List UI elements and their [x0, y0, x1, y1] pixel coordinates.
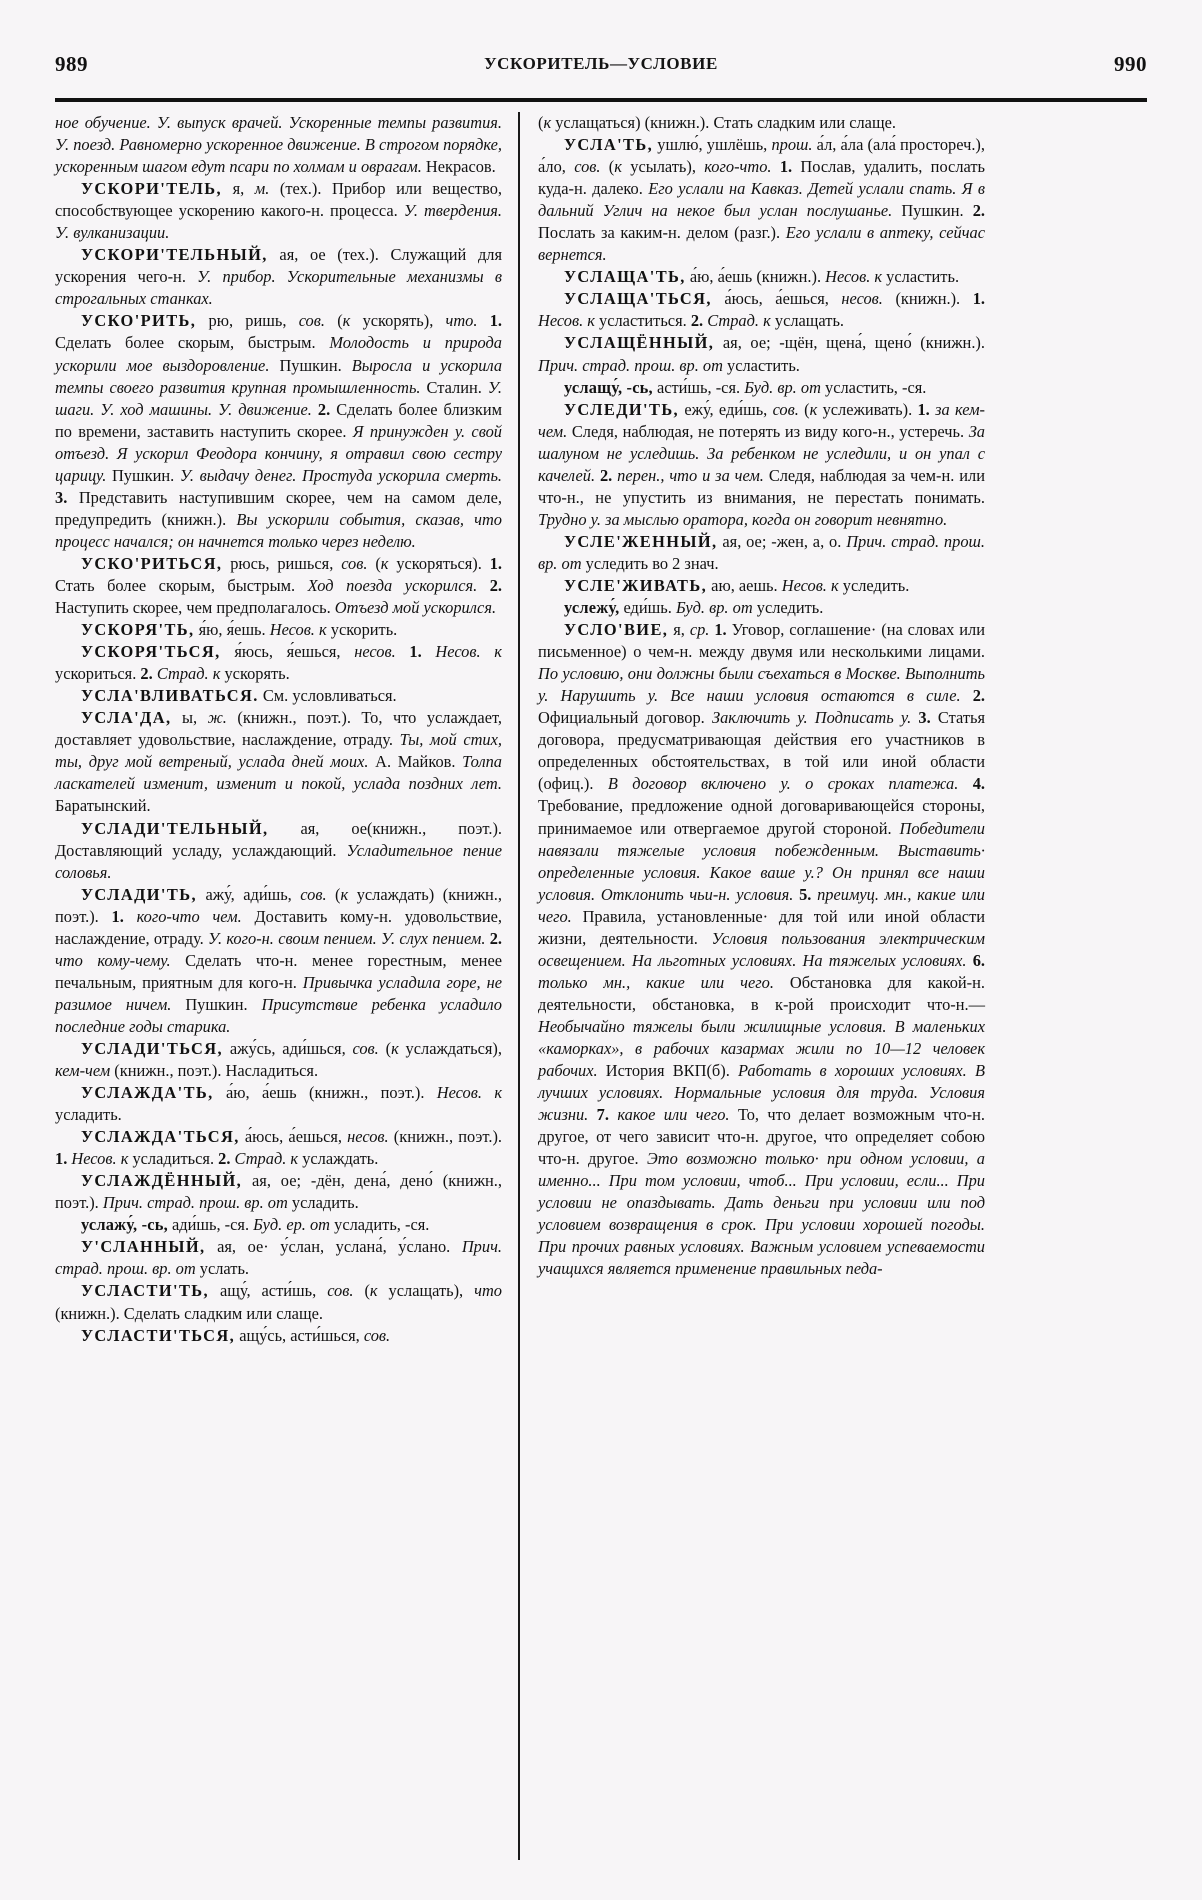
entry-italic-text: Несов. — [436, 1083, 482, 1103]
entry-text: ая, ое (тех.). Служащий для ускорения чего-н. — [55, 245, 502, 287]
entry-text: ая, ое; -дён, дена́, дено́ (книжн., поэт.). — [55, 1171, 502, 1213]
entry-italic-text: Трудно у. за мыслью оратора, когда он говорит невнятно. — [538, 509, 948, 529]
header-rule — [55, 98, 1147, 102]
dictionary-entry — [538, 266, 985, 288]
entry-italic-text: Ход поезда ускорился. — [307, 575, 478, 595]
headword-inflection: услащу́, -сь, — [564, 377, 653, 397]
entry-text: Послав, удалить, послать куда-н. далеко. — [538, 157, 985, 199]
sense-number: 1. — [55, 1149, 68, 1169]
dictionary-entry — [55, 244, 502, 310]
entry-italic-text: Буд. ер. от — [253, 1215, 331, 1235]
entry-italic-text: Несов. к — [435, 642, 502, 662]
entry-text: усластить. — [882, 267, 960, 287]
dictionary-entry — [55, 553, 502, 619]
entry-italic-text: Вы ускорили события, сказав, что процесс начался; он начнется только через неделю. — [55, 509, 502, 551]
entry-text: услеживать). — [817, 399, 918, 419]
entry-italic-text: сов. — [327, 1281, 354, 1301]
entry-italic-text: что кому-чему. — [55, 950, 171, 970]
dictionary-entry — [55, 310, 502, 553]
sense-number: 3. — [911, 708, 931, 728]
dictionary-entry — [55, 884, 502, 1038]
dictionary-entry — [538, 619, 985, 1280]
entry-italic-text: кем-чем — [55, 1061, 111, 1081]
sense-number: 2. — [140, 664, 153, 684]
dictionary-entry — [55, 1214, 502, 1236]
entry-italic-text: Усладительное пение соловья. — [55, 840, 502, 882]
entry-text: асти́шь, -ся. — [652, 377, 745, 397]
headword: УСЛАЩА'ТЬ, — [564, 267, 686, 287]
dictionary-entry — [55, 619, 502, 641]
entry-text: Пушкин. — [106, 465, 180, 485]
entry-text: я, — [668, 620, 690, 640]
headword: УСЛЕ'ЖИВАТЬ, — [564, 575, 708, 595]
entry-italic-text: Несов. — [71, 1149, 117, 1169]
entry-italic-text: У. выдачу денег. Простуда ускорила смерть. — [179, 465, 503, 485]
sense-number: 1. — [714, 620, 727, 640]
entry-text: услать. — [195, 1259, 250, 1279]
entry-italic-text: Буд. вр. от — [744, 377, 821, 397]
entry-italic-text: Толпа ласкателей изменит, изменит и покой, услада поздних лет. — [55, 752, 502, 794]
headword: УСКОРЯ'ТЬ, — [81, 620, 195, 640]
dictionary-entry — [538, 399, 985, 531]
entry-text: услаждать) (книжн., поэт.). — [55, 884, 502, 926]
entry-italic-text: к — [319, 620, 327, 640]
entry-italic-text: какое или чего. — [617, 1105, 730, 1125]
entry-italic-text: Условия пользования электрическим освещением. На льготных условиях. На тяжелых условиях. — [538, 928, 985, 970]
entry-text: ускорить. — [326, 620, 398, 640]
entry-text: усладить. — [287, 1193, 359, 1213]
entry-text: Доставить кому-н. удовольствие, наслаждение, отраду. — [55, 906, 502, 948]
entry-text: (книжн., поэт.). — [388, 1127, 502, 1147]
running-head — [55, 52, 1147, 86]
entry-italic-text: прош. — [771, 135, 813, 155]
sense-number: 5. — [793, 884, 812, 904]
entry-italic-text: Заключить у. Подписать у. — [711, 708, 912, 728]
headword: УСЛАДИ'ТЬСЯ, — [81, 1038, 224, 1058]
entry-italic-text: к — [543, 113, 552, 132]
entry-italic-text: ж. — [207, 708, 227, 728]
entry-italic-text: У. прибор. Ускорительные механизмы в строгальных станках. — [55, 267, 502, 309]
entry-italic-text: сов. — [300, 884, 327, 904]
entry-italic-text: к — [369, 1281, 378, 1301]
entry-italic-text: к — [831, 575, 839, 595]
entry-italic-text: Прич. страд. прош. вр. от — [538, 355, 723, 375]
entry-text: ая, ое· у́слан, услана́, у́слано. — [205, 1237, 462, 1257]
entry-text: (тех.). Прибор или вещество, способствующее ускорению какого-н. процесса. — [55, 179, 502, 221]
entry-italic-text: к — [494, 1083, 502, 1103]
entry-text: ажу́сь, ади́шься, — [223, 1038, 353, 1058]
entry-italic-text: несов. — [354, 642, 396, 662]
entry-italic-text: У. твердения. У. вулканизации. — [55, 201, 502, 243]
sense-number: 4. — [958, 774, 985, 794]
headword: УСЛАЖДА'ТЬ, — [81, 1083, 214, 1103]
dictionary-entry — [538, 288, 985, 332]
sense-number: 2. — [595, 465, 613, 485]
entry-italic-text: сов. — [363, 1325, 391, 1345]
entry-text: ( — [367, 553, 381, 573]
entry-text: услащаться) (книжн.). Стать сладким или слаще. — [551, 113, 896, 132]
entry-text: Некрасов. — [421, 157, 496, 177]
dictionary-entry — [538, 112, 985, 134]
entry-text: (книжн.). — [882, 289, 973, 309]
entry-italic-text: перен., что и за чем. — [617, 465, 764, 485]
entry-italic-text: Страд. к — [234, 1149, 299, 1169]
dictionary-entry — [538, 332, 985, 376]
entry-text: Сделать что-н. менее горестным, менее печальным, приятным для кого-н. — [55, 950, 503, 992]
entry-text: ускорять. — [220, 664, 290, 684]
headword: УСЛАДИ'ТЬ, — [81, 884, 197, 904]
entry-text: Сталин. — [420, 377, 488, 397]
headword-inflection: услежу́, — [564, 598, 620, 618]
entry-text: Пушкин. — [171, 994, 262, 1014]
entry-text — [422, 642, 436, 661]
dictionary-entry — [55, 1325, 502, 1347]
entry-text: Официальный договор. — [538, 708, 712, 728]
entry-text: Сделать более скорым, быстрым. — [55, 333, 330, 353]
dictionary-entry — [538, 377, 985, 399]
entry-italic-text: Работать в хороших условиях. В лучших условиях. Нормальные условия для труда. Условия жизни. — [538, 1061, 985, 1125]
left-column — [55, 112, 520, 1860]
sense-number: 2. — [218, 1149, 231, 1169]
headword: УСЛАСТИ'ТЬ, — [81, 1281, 210, 1301]
entry-italic-text: Выросла и ускорила темпы своего развития крупная промышленность. — [55, 355, 503, 397]
sense-number: 6. — [966, 950, 985, 970]
entry-text: ( — [798, 399, 810, 419]
dictionary-entry — [55, 1170, 502, 1214]
dictionary-entry — [55, 178, 502, 244]
entry-italic-text: несов. — [841, 289, 883, 309]
entry-italic-text: Несов. к — [538, 311, 595, 331]
dictionary-entry — [55, 1038, 502, 1082]
headword: УСКОРИ'ТЕЛЬ, — [81, 179, 223, 199]
entry-text: Сделать более близким по времени, заставить наступить скорее. — [55, 399, 503, 441]
entry-italic-text: Его услали на Кавказ. Детей услали спать. Я в дальний Углич на некое был услан послушанье. — [538, 179, 985, 221]
right-column — [520, 112, 985, 1860]
entry-text — [124, 907, 137, 926]
headword-inflection: услажу́, -сь, — [81, 1215, 168, 1235]
entry-text: рюсь, ришься, — [222, 553, 342, 573]
entry-italic-text: сов. — [341, 553, 368, 573]
entry-italic-text: к — [614, 157, 622, 177]
headword: У'СЛАННЫЙ, — [81, 1237, 206, 1257]
sense-number: 1. — [917, 399, 930, 419]
dictionary-entry — [55, 685, 502, 707]
entry-italic-text: ное обучение. У. выпуск врачей. Ускоренные темпы развития. У. поезд. Равномерно ускоренное движение. В строгом порядке, ускоренным шагом едут псари по холмам и оврагам. — [55, 113, 502, 177]
entry-italic-text: к — [120, 1149, 129, 1169]
entry-text — [396, 642, 410, 661]
entry-italic-text: к — [342, 311, 351, 331]
page-number-right: 990 — [1114, 52, 1147, 76]
headword: УСЛАДИ'ТЕЛЬНЫЙ, — [81, 818, 269, 838]
entry-italic-text: кого-что чем. — [136, 906, 242, 926]
entry-text: Представить наступившим скорее, чем на самом деле, предупредить (книжн.). — [55, 487, 502, 529]
entry-text: Стать более скорым, быстрым. — [55, 575, 308, 595]
dictionary-entry — [538, 597, 985, 619]
entry-text: (книжн., поэт.). Насладиться. — [110, 1061, 319, 1081]
entry-text: я́юсь, я́ешься, — [220, 642, 355, 662]
entry-text: ажу́, ади́шь, — [196, 884, 301, 904]
sense-number: 3. — [55, 487, 68, 507]
sense-number: 1. — [972, 289, 985, 309]
entry-italic-text: что — [474, 1281, 502, 1301]
entry-text: См. условливаться. — [258, 686, 397, 706]
entry-italic-text: к — [380, 553, 389, 573]
sense-number: 2. — [311, 399, 331, 419]
sense-number: 2. — [690, 311, 704, 331]
entry-text: (книжн.). Сделать сладким или слаще. — [55, 1303, 323, 1323]
sense-number: 2. — [477, 575, 503, 595]
sense-number: 2. — [960, 686, 985, 706]
headword: УСКО'РИТЬ, — [81, 311, 197, 331]
entry-text: Следя, наблюдая, не потерять из виду кого-н., устеречь. — [567, 421, 969, 441]
entry-text: ежу́, еди́шь, — [679, 399, 773, 419]
entry-text: а́ю, а́ешь (книжн., поэт.). — [213, 1083, 437, 1103]
entry-text: аю, аешь. — [707, 575, 782, 595]
entry-text: а́л, а́ла (ала́ простореч.), а́ло, — [538, 135, 985, 177]
entry-text: ая, ое(книжн., поэт.). Доставляющий усладу, услаждающий. — [55, 818, 502, 860]
entry-italic-text: Это возможно только· при одном условии, а именно... При том условии, чтоб... При условии, если... При условии не опаздывать. Дать деньги при условии или под условием возвращения в срок. При условии хорошей погоды. При прочих равных условиях. Важным условием успеваемости учащихся является применение правильных педа- — [538, 1149, 985, 1279]
entry-italic-text: за кем-чем. — [538, 399, 985, 441]
headword: УСЛАЩЁННЫЙ, — [564, 333, 715, 353]
entry-italic-text: Страд. к — [707, 311, 771, 331]
entry-text: я́ю, я́ешь. — [194, 620, 270, 640]
entry-text: ы, — [171, 708, 208, 728]
entry-text: а́юсь, а́ешься, — [711, 289, 842, 309]
headword: УСЛАЖДЁННЫЙ, — [81, 1171, 243, 1191]
entry-text: Баратынский. — [55, 796, 151, 816]
entry-text: Статья договора, предусматривающая действия его участников в определенных обстоятельствах, в той или иной области (офиц.). — [538, 708, 985, 794]
entry-text: услащать), — [377, 1281, 475, 1301]
dictionary-entry — [55, 1082, 502, 1126]
entry-text: Правила, установленные· для той или иной области жизни, деятельности. — [538, 906, 985, 948]
sense-number: 1. — [111, 906, 124, 926]
entry-italic-text: Прич. страд. прош. вр. от — [55, 1237, 502, 1279]
dictionary-entry — [55, 112, 502, 178]
entry-text: Требование, предложение одной договаривающейся стороны, принимаемое или отвергаемое другой стороной. — [538, 796, 985, 838]
entry-text: Обстановка для какой-н. деятельности, обстановка, в к-рой происходит что-н.— — [538, 972, 985, 1014]
headword: УСЛАЩА'ТЬСЯ, — [564, 289, 712, 309]
entry-text: услащать. — [770, 311, 845, 331]
entry-italic-text: Несов. — [269, 620, 315, 640]
entry-text: А. Майков. — [368, 752, 463, 772]
entry-text: уследить. — [838, 575, 910, 595]
entry-text: Пушкин. — [892, 201, 973, 221]
entry-italic-text: Отъезд мой ускорился. — [334, 598, 497, 618]
entry-text: История ВКП(б). — [597, 1061, 739, 1081]
sense-number: 1. — [489, 553, 503, 573]
entry-italic-text: несов. — [347, 1127, 389, 1147]
entry-italic-text: Страд. к — [156, 664, 221, 684]
entry-text: ( — [326, 884, 341, 904]
headword: УСЛАСТИ'ТЬСЯ, — [81, 1325, 236, 1345]
entry-italic-text: В договор включено у. о сроках платежа. — [607, 774, 959, 794]
entry-text: а́юсь, а́ешься, — [239, 1127, 348, 1147]
entry-text: ( — [378, 1038, 392, 1058]
headword: УСЛЕ'ЖЕННЫЙ, — [564, 531, 718, 551]
entry-text: усластить, -ся. — [820, 377, 927, 397]
entry-text: а́ю, а́ешь (книжн.). — [685, 267, 826, 287]
entry-italic-text: Я принужден у. свой отъезд. Я ускорил Феодора кончину, я отравил свою сестру царицу. — [55, 421, 503, 485]
entry-text: уследить во 2 знач. — [581, 553, 719, 573]
dictionary-entry — [55, 1126, 502, 1170]
entry-italic-text: к — [809, 399, 818, 419]
entry-italic-text: сов. — [574, 157, 601, 177]
dictionary-entry — [55, 1236, 502, 1280]
sense-number: 1. — [771, 157, 793, 177]
entry-text: Следя, наблюдая за чем-н. или что-н., не упустить из внимания, не перестать понимать. — [538, 465, 985, 507]
entry-text: усластиться. — [594, 311, 691, 331]
entry-text: ащу́, асти́шь, — [209, 1281, 328, 1301]
sense-number: 2. — [972, 201, 985, 221]
entry-italic-text: По условию, они должны были съехаться в Москве. Выполнить у. Нарушить у. Все наши условия остаются в силе. — [538, 664, 985, 706]
entry-text: ускориться. — [55, 664, 141, 684]
entry-italic-text: У. шаги. У. ход машины. У. движение. — [55, 377, 503, 419]
entry-text: я, — [222, 179, 255, 199]
headword: УСЛАЖДА'ТЬСЯ, — [81, 1127, 240, 1147]
sense-number: 2. — [485, 928, 503, 948]
entry-text: ащу́сь, асти́шься, — [235, 1325, 364, 1345]
entry-text: ускоряться). — [388, 553, 490, 573]
entry-italic-text: Буд. вр. от — [675, 598, 753, 618]
entry-text: рю, ришь, — [196, 311, 299, 331]
entry-italic-text: сов. — [298, 311, 325, 331]
headword: УСКОРЯ'ТЬСЯ, — [81, 642, 221, 662]
entry-italic-text: У. кого-н. своим пением. У. слух пением. — [208, 928, 486, 948]
entry-italic-text: Молодость и природа ускорили мое выздоровление. — [55, 333, 502, 375]
entry-text: ( — [324, 311, 343, 331]
entry-italic-text: Присутствие ребенка усладило последние годы старика. — [55, 994, 503, 1036]
headword: УСЛА'ВЛИВАТЬСЯ. — [81, 686, 259, 706]
dictionary-entry — [55, 641, 502, 685]
dictionary-entry — [538, 531, 985, 575]
entry-text: еди́шь. — [619, 598, 676, 618]
entry-italic-text: сов. — [352, 1038, 379, 1058]
entry-italic-text: только мн., какие или чего. — [538, 972, 774, 992]
entry-text: ( — [600, 157, 615, 177]
entry-italic-text: Привычка усладила горе, не разимое ничем. — [55, 972, 502, 1014]
entry-italic-text: что. — [445, 311, 478, 331]
entry-text: усладить. — [55, 1105, 122, 1125]
entry-text: Уговор, соглашение· (на словах или письменное) о чем-н. между двумя или несколькими лицами. — [538, 620, 985, 662]
entry-text: ая, ое; -щён, щена́, щено́ (книжн.). — [714, 333, 985, 353]
entry-text: ади́шь, -ся. — [167, 1215, 254, 1235]
headword: УСЛЕДИ'ТЬ, — [564, 399, 680, 419]
entry-text — [482, 1083, 494, 1102]
entry-italic-text: Победители навязали тяжелые условия побежденным. Выставить· определенные условия. Какое ваше у.? Он принял все наши условия. Отклонить чьи-н. условия. — [538, 818, 985, 904]
entry-italic-text: кого-что. — [704, 157, 772, 177]
headword: УСКОРИ'ТЕЛЬНЫЙ, — [81, 245, 268, 265]
entry-italic-text: За шалуном не уследишь. За ребенком не уследили, и он упал с качелей. — [538, 421, 985, 485]
entry-text: (книжн., поэт.). То, что услаждает, доставляет удовольствие, наслаждение, отраду. — [55, 708, 502, 750]
dictionary-entry — [538, 134, 985, 266]
sense-number: 7. — [588, 1105, 609, 1125]
entry-text: То, что делает возможным что-н. другое, от чего зависит что-н. другое, что определяет собою что-н. другое. — [538, 1105, 985, 1169]
entry-italic-text: сов. — [772, 399, 799, 419]
headword: УСЛА'ТЬ, — [564, 135, 654, 155]
sense-number: 1. — [477, 311, 503, 331]
entry-italic-text: ср. — [689, 620, 710, 640]
entry-text: ая, ое; -жен, а, о. — [717, 531, 847, 551]
entry-italic-text: Несов. к — [825, 267, 883, 287]
entry-italic-text: Прич. страд. прош. вр. от — [102, 1193, 288, 1213]
entry-text: уследить. — [752, 598, 824, 618]
entry-italic-text: Необычайно тяжелы были жилищные условия. В маленьких «каморках», в рабочих казармах жили по 10—12 человек рабочих. — [538, 1016, 985, 1081]
entry-text: Послать за каким-н. делом (разг.). — [538, 223, 786, 243]
entry-text: ускорять), — [350, 311, 446, 331]
headword: УСЛА'ДА, — [81, 708, 172, 728]
dictionary-entry — [55, 1280, 502, 1324]
entry-text: усладиться. — [128, 1149, 219, 1169]
entry-italic-text: Его услали в аптеку, сейчас вернется. — [538, 223, 985, 265]
entry-text: Пушкин. — [269, 355, 352, 375]
headword: УСКО'РИТЬСЯ, — [81, 553, 223, 573]
entry-text: услаждать. — [298, 1149, 379, 1169]
page-number-left: 989 — [55, 52, 88, 76]
sense-number: 1. — [409, 642, 422, 662]
entry-italic-text: к — [340, 884, 349, 904]
entry-text: услаждаться), — [398, 1038, 502, 1058]
entry-text: усылать), — [621, 157, 705, 177]
entry-italic-text: преимуц. мн., какие или чего. — [538, 884, 985, 926]
entry-italic-text: к — [391, 1038, 399, 1058]
entry-italic-text: м. — [254, 179, 270, 199]
dictionary-entry — [55, 707, 502, 817]
entry-italic-text: Ты, мой стих, ты, друг мой ветреный, услада дней моих. — [55, 730, 502, 772]
dictionary-entry — [538, 575, 985, 597]
headword: УСЛО'ВИЕ, — [564, 620, 669, 640]
entry-text: ушлю́, ушлёшь, — [653, 135, 772, 155]
entry-text: усладить, -ся. — [330, 1215, 430, 1235]
entry-italic-text: Несов. — [781, 575, 827, 595]
dictionary-entry — [55, 818, 502, 884]
entry-italic-text: Прич. страд. прош. вр. от — [538, 531, 985, 573]
entry-text: ( — [538, 113, 544, 132]
entry-text: ( — [353, 1281, 370, 1301]
entry-text: усластить. — [722, 355, 800, 375]
entry-text: Наступить скорее, чем предполагалось. — [55, 598, 335, 618]
column-container — [55, 112, 1147, 1860]
running-head-title: УСКОРИТЕЛЬ—УСЛОВИЕ — [484, 54, 718, 73]
